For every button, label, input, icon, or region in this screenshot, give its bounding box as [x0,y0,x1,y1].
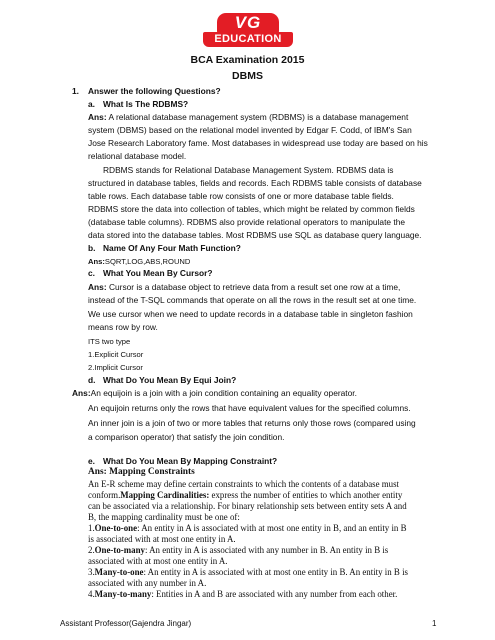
exam-title: BCA Examination 2015 [190,54,305,66]
qa-para2-line3: table rows. Each database table row consists of one or more database table fields. [88,191,394,201]
qc-type-explicit: 1.Explicit Cursor [88,350,144,359]
qd-answer-line4: a comparison operator) that satisfy the join condition. [88,432,285,442]
footer-author: Assistant Professor(Gajendra Jingar) [60,619,192,628]
qa-label: a. [88,99,95,109]
qa-para2-line1: RDBMS stands for Relational Database Management System. RDBMS data is [103,165,394,175]
qe-question: What Do You Mean By Mapping Constraint? [103,456,278,466]
qe-answer-heading: Ans: Mapping Constraints [88,467,195,477]
qc-label: c. [88,268,95,278]
qc-answer-line2: instead of the T-SQL commands that operate on all the rows in the result set at one time. [88,295,417,305]
qa-para2-line2: structured in database tables, fields and records. Each RDBMS table consists of database [88,178,422,188]
qe-line1: An E-R scheme may define certain constraints to which the contents of a database must [88,479,400,489]
qa-answer-line4: relational database model. [88,151,187,161]
qd-answer-line1: Ans:An equijoin is a join with a join condition containing an equality operator. [72,388,357,398]
qa-answer-line1: Ans: A relational database management system (RDBMS) is a database management [88,112,409,122]
qa-para2-line4: RDBMS store the data into collection of tables, which might be related by common fields [88,204,415,214]
q1-heading: Answer the following Questions? [88,86,221,96]
qd-answer-line2: An equijoin returns only the rows that have equivalent values for the specified columns. [88,403,411,413]
qc-type-implicit: 2.Implicit Cursor [88,363,143,372]
qd-question: What Do You Mean By Equi Join? [103,375,237,385]
qe-item3-line2: associated with any number in A. [88,578,207,588]
logo-education: EDUCATION [203,32,293,47]
qc-answer-line4: means row by row. [88,322,158,332]
qb-label: b. [88,243,96,253]
qc-question: What You Mean By Cursor? [103,268,213,278]
qe-line4: B, the mapping cardinality must be one of: [88,512,240,522]
qe-line3: can be associated via a relationship. For binary relationship sets between entity sets A and [88,501,407,511]
qd-label: d. [88,375,96,385]
vg-education-logo [203,13,293,47]
subject-title: DBMS [232,70,263,82]
qe-item2-line1: 2.One-to-many: An entity in A is associated with any number in B. An entity in B is [88,545,389,555]
ans-label: Ans: [88,112,107,122]
qe-item3-line1: 3.Many-to-one: An entity in A is associated with at most one entity in B. An entity in B is [88,567,408,577]
qc-types-heading: ITS two type [88,337,131,346]
qb-question: Name Of Any Four Math Function? [103,243,241,253]
page-number: 1 [432,619,437,628]
qe-item1-line2: is associated with at most one entity in A. [88,534,236,544]
qb-answer: Ans:SQRT,LOG,ABS,ROUND [88,257,191,266]
qe-item4-line1: 4.Many-to-many: Entities in A and B are associated with any number from each other. [88,589,398,599]
qa-answer-line2: system (DBMS) based on the relational model invented by Edgar F. Codd, of IBM's San [88,125,412,135]
qc-answer-line1: Ans: Cursor is a database object to retrieve data from a result set one row at a time, [88,282,401,292]
qe-label: e. [88,456,95,466]
qc-answer-line3: We use cursor when we need to update records in a database table in singleton fashion [88,309,413,319]
qa-question: What Is The RDBMS? [103,99,189,109]
qa-para2-line5: (database table columns). RDBMS also provide relational operators to manipulate the [88,217,406,227]
qe-item2-line2: associated with at most one entity in A. [88,556,228,566]
qe-item1-line1: 1.One-to-one: An entity in A is associated with at most one entity in B, and an entity in B [88,523,407,533]
qa-para2-line6: data stored into the database tables. Most RDBMS use SQL as database query language. [88,230,422,240]
q1-number: 1. [72,86,79,96]
logo-vg: VG [217,13,279,33]
qa-answer-line3: Jose Research Laboratory fame. Most databases in widespread use today are based on his [88,138,428,148]
qd-answer-line3: An inner join is a join of two or more tables that returns only those rows (compared using [88,418,416,428]
qe-line2: conform.Mapping Cardinalities: express the number of entities to which another entity [88,490,403,500]
